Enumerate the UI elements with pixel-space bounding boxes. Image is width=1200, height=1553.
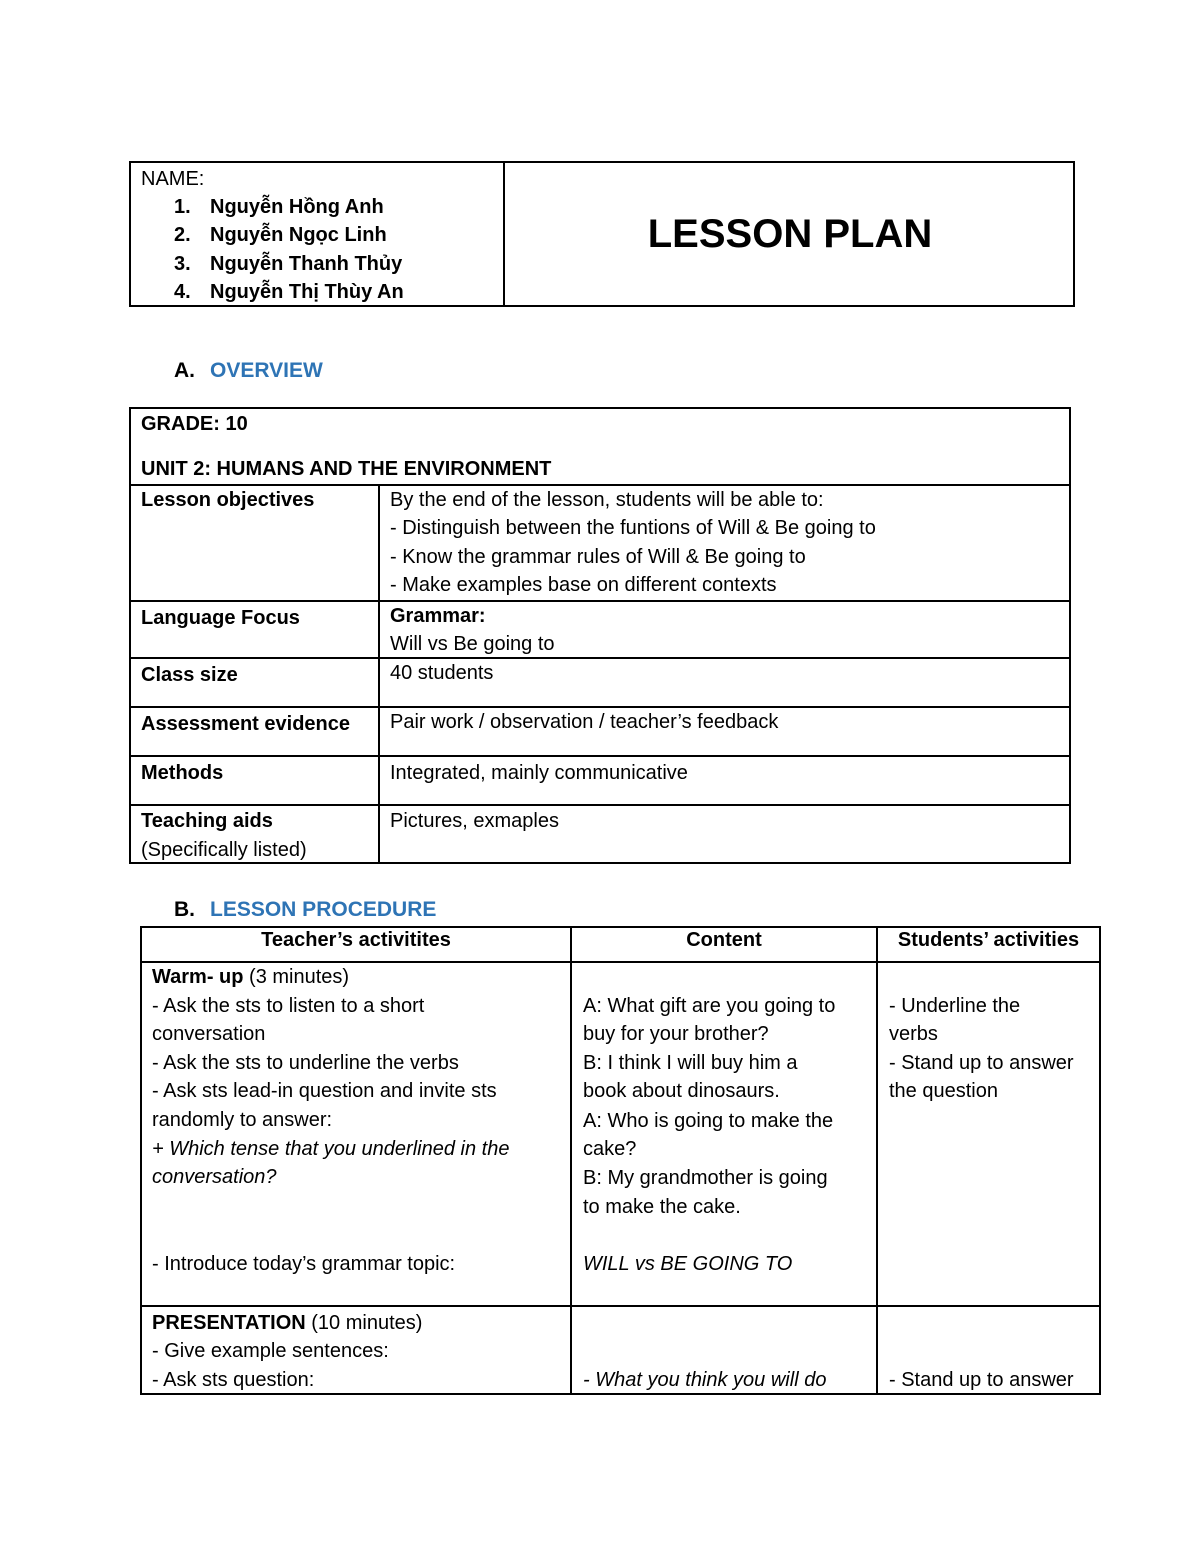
presentation-title: PRESENTATION (10 minutes) <box>152 1312 423 1334</box>
methods-label: Methods <box>141 762 224 784</box>
name-label: NAME: <box>141 168 205 190</box>
warmup-teacher-line: - Ask the sts to listen to a short <box>152 995 425 1017</box>
warmup-content-line: cake? <box>583 1138 637 1160</box>
warmup-question: + Which tense that you underlined in the <box>152 1138 510 1160</box>
aids-label: Teaching aids <box>141 810 273 832</box>
warmup-content-topic: WILL vs BE GOING TO <box>583 1253 793 1275</box>
objectives-label: Lesson objectives <box>141 489 315 511</box>
warmup-content-line: buy for your brother? <box>583 1023 769 1045</box>
warmup-teacher-line: randomly to answer: <box>152 1109 333 1131</box>
grade-label: GRADE: 10 <box>141 413 248 435</box>
focus-value: Will vs Be going to <box>390 633 555 655</box>
warmup-content-line: A: Who is going to make the <box>583 1110 834 1132</box>
objectives-line: By the end of the lesson, students will be able to: <box>390 489 824 511</box>
assessment-label: Assessment evidence <box>141 713 351 735</box>
warmup-content-line: B: My grandmother is going <box>583 1167 828 1189</box>
column-header-students: Students’ activities <box>897 929 1080 951</box>
warmup-question: conversation? <box>152 1166 277 1188</box>
objectives-line: - Distinguish between the funtions of Will & Be going to <box>390 517 876 539</box>
assessment-value: Pair work / observation / teacher’s feedback <box>390 711 779 733</box>
warmup-title: Warm- up (3 minutes) <box>152 966 350 988</box>
section-heading-overview: A. OVERVIEW <box>174 359 323 382</box>
warmup-content-line: to make the cake. <box>583 1196 741 1218</box>
warmup-student-line: - Underline the <box>889 995 1021 1017</box>
page-title: LESSON PLAN <box>647 211 933 256</box>
class-size-value: 40 students <box>390 662 494 684</box>
section-heading-procedure: B. LESSON PROCEDURE <box>174 898 437 921</box>
presentation-content-line: - What you think you will do <box>583 1369 827 1391</box>
aids-sublabel: (Specifically listed) <box>141 839 307 861</box>
warmup-intro: - Introduce today’s grammar topic: <box>152 1253 456 1275</box>
presentation-teacher-line: - Give example sentences: <box>152 1340 389 1362</box>
name-item: 4. Nguyễn Thị Thùy An <box>174 281 404 303</box>
warmup-content-line: B: I think I will buy him a <box>583 1052 798 1074</box>
unit-label: UNIT 2: HUMANS AND THE ENVIRONMENT <box>141 458 552 480</box>
warmup-content-line: book about dinosaurs. <box>583 1080 780 1102</box>
methods-value: Integrated, mainly communicative <box>390 762 688 784</box>
class-size-label: Class size <box>141 664 238 686</box>
objectives-line: - Make examples base on different contexts <box>390 574 777 596</box>
presentation-teacher-line: - Ask sts question: <box>152 1369 315 1391</box>
warmup-student-line: the question <box>889 1080 998 1102</box>
warmup-teacher-line: - Ask the sts to underline the verbs <box>152 1052 459 1074</box>
column-header-teacher: Teacher’s activitites <box>261 929 451 951</box>
warmup-content-line: A: What gift are you going to <box>583 995 836 1017</box>
objectives-line: - Know the grammar rules of Will & Be going to <box>390 546 806 568</box>
name-item: 3. Nguyễn Thanh Thủy <box>174 253 403 275</box>
warmup-teacher-line: conversation <box>152 1023 266 1045</box>
presentation-student-line: - Stand up to answer <box>889 1369 1074 1391</box>
focus-label: Language Focus <box>141 607 300 629</box>
warmup-student-line: verbs <box>889 1023 938 1045</box>
name-item: 2. Nguyễn Ngọc Linh <box>174 224 387 246</box>
warmup-teacher-line: - Ask sts lead-in question and invite sts <box>152 1080 497 1102</box>
name-item: 1. Nguyễn Hồng Anh <box>174 196 384 218</box>
column-header-content: Content <box>686 929 762 951</box>
warmup-student-line: - Stand up to answer <box>889 1052 1074 1074</box>
aids-value: Pictures, exmaples <box>390 810 559 832</box>
focus-heading: Grammar: <box>390 605 486 627</box>
